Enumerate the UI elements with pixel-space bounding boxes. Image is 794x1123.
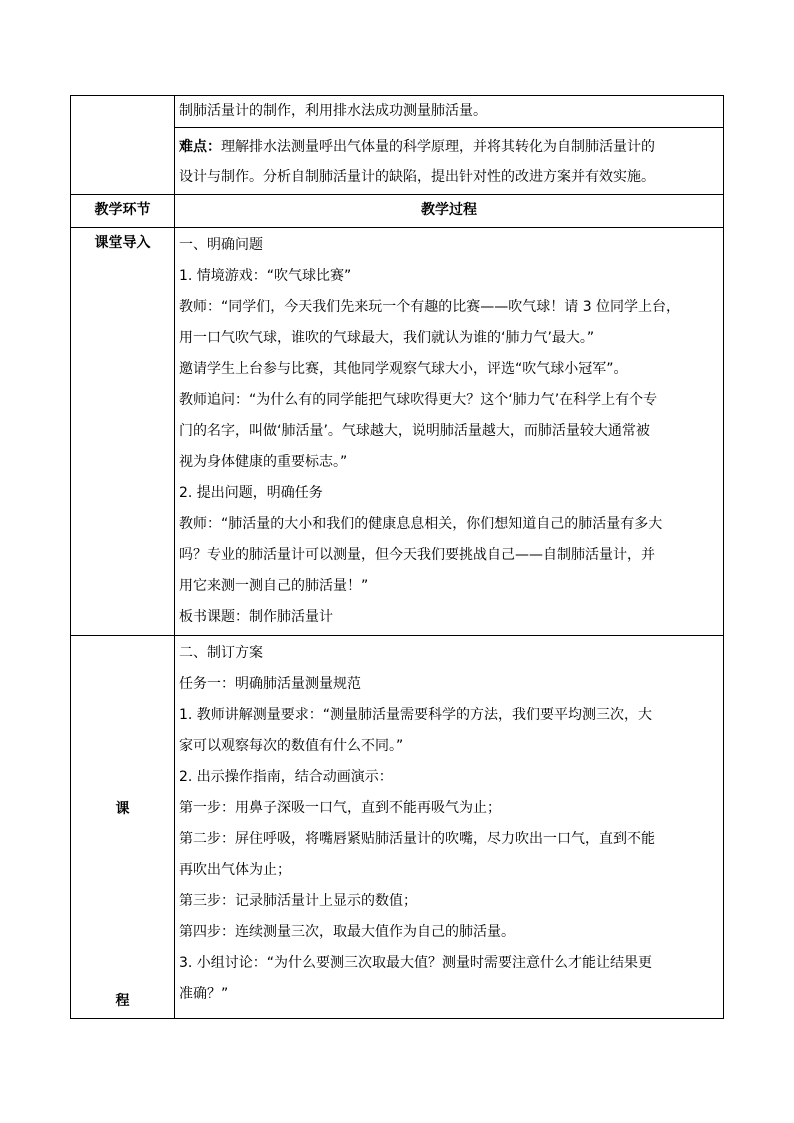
header-teaching-process: 教学过程 (175, 195, 724, 228)
text-line: 教师追问：“为什么有的同学能把气球吹得更大？这个‘肺力气’在科学上有个专 (179, 392, 658, 408)
text-line: 用它来测一测自己的肺活量！” (179, 578, 369, 594)
text-line: 第四步：连续测量三次，取最大值作为自己的肺活量。 (179, 924, 515, 940)
empty-label-cell (71, 96, 175, 195)
text-line: 2. 出示操作指南，结合动画演示： (179, 769, 393, 785)
difficulty-line-2: 设计与制作。分析自制肺活量计的缺陷，提出针对性的改进方案并有效实施。 (179, 169, 655, 185)
difficulty-cell (175, 128, 724, 195)
text-line: 第一步：用鼻子深吸一口气，直到不能再吸气为止； (179, 800, 501, 816)
lesson-plan-table (70, 95, 724, 1019)
text-line: 准确？” (179, 986, 229, 1002)
difficulty-line-1: 难点：理解排水法测量呼出气体量的科学原理，并将其转化为自制肺活量计的 (179, 139, 655, 155)
text-line: 视为身体健康的重要标志。” (179, 454, 348, 470)
intro-section-content (175, 228, 724, 636)
intro-section-row (71, 228, 724, 636)
objective-continuation-cell (175, 96, 724, 128)
text-line: 1. 教师讲解测量要求：“测量肺活量需要科学的方法，我们要平均测三次，大 (179, 707, 653, 723)
text-line: 一、明确问题 (179, 237, 263, 253)
text-line: 二、制订方案 (179, 645, 263, 661)
header-teaching-stage: 教学环节 (71, 195, 175, 228)
text-line: 板书课题：制作肺活量计 (179, 609, 333, 625)
table-header-row (71, 195, 724, 228)
text-line: 制肺活量计的制作，利用排水法成功测量肺活量。 (179, 103, 487, 119)
text-line: 再吹出气体为止； (179, 862, 291, 878)
text-line: 用一口气吹气球，谁吹的气球最大，我们就认为谁的‘肺力气’最大。” (179, 330, 595, 346)
intro-section-label: 课堂导入 (71, 228, 175, 636)
process-label-bottom: 程 (115, 993, 130, 1009)
text-line: 2. 提出问题，明确任务 (179, 485, 323, 501)
text-line: 教师：“肺活量的大小和我们的健康息息相关，你们想知道自己的肺活量有多大 (179, 516, 663, 532)
text-line: 门的名字，叫做‘肺活量’。气球越大，说明肺活量越大，而肺活量较大通常被 (179, 423, 650, 439)
difficulty-label: 难点： (179, 139, 221, 155)
text-line: 任务一：明确肺活量测量规范 (179, 676, 361, 692)
process-section-content (175, 636, 724, 1019)
text-line: 1. 情境游戏：“吹气球比赛” (179, 268, 352, 284)
text-line: 邀请学生上台参与比赛，其他同学观察气球大小，评选“吹气球小冠军”。 (179, 361, 628, 377)
text-line: 第三步：记录肺活量计上显示的数值； (179, 893, 417, 909)
objective-continuation-row (71, 96, 724, 128)
text-line: 吗？专业的肺活量计可以测量，但今天我们要挑战自己——自制肺活量计，并 (179, 547, 655, 563)
text-line: 教师：“同学们，今天我们先来玩一个有趣的比赛——吹气球！请 3 位同学上台， (179, 299, 681, 315)
process-section-row (71, 636, 724, 1019)
process-section-label (71, 636, 175, 1019)
text-line: 第二步：屏住呼吸，将嘴唇紧贴肺活量计的吹嘴，尽力吹出一口气，直到不能 (179, 831, 655, 847)
process-label-top: 课 (115, 801, 130, 817)
text-line: 家可以观察每次的数值有什么不同。” (179, 738, 404, 754)
text-line: 3. 小组讨论：“为什么要测三次取最大值？测量时需要注意什么才能让结果更 (179, 955, 653, 971)
